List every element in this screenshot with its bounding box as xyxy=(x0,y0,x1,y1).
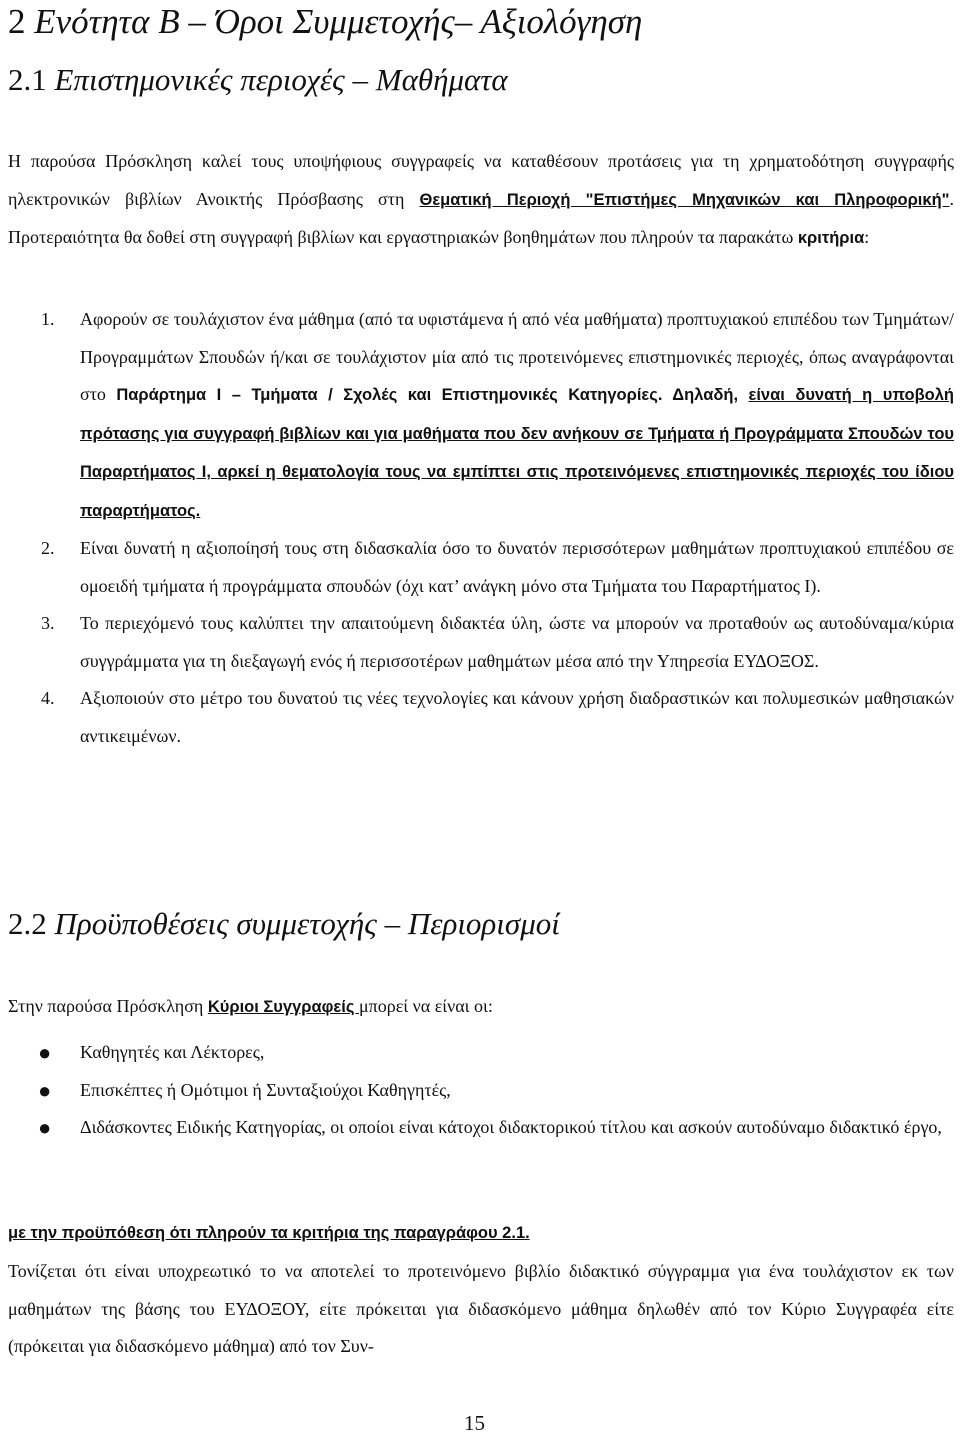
criterion-emphasis: είναι δυνατή η υποβολή πρότασης για συγγραφή βιβλίων και για μαθήματα που δεν ανήκουν σε Τμήματα ή Προγράμματα Σπουδών του Παραρτήματος Ι, αρκεί η θεματολογία τους να εμπίπτει στις προτεινόμενες επιστημονικές περιοχές του ίδιου παραρτήματος. xyxy=(80,386,954,520)
author-item xyxy=(8,1072,954,1110)
criterion-text: Το περιεχόμενό τους καλύπτει την απαιτούμενη διδακτέα ύλη, ώστε να μπορούν να προταθούν ως αυτοδύναμα/κύρια συγγράμματα για τη διεξαγωγή ενός ή περισσοτέρων μαθημάτων μέσα από την Υπηρεσία ΕΥΔΟΞΟΣ. xyxy=(80,613,954,671)
bullet-icon: ● xyxy=(38,1040,52,1065)
subsection-title-2-1: Επιστημονικές περιοχές – Μαθήματα xyxy=(54,62,508,97)
criterion-text: Αφορούν σε τουλάχιστον ένα μάθημα (από τα υφιστάμενα ή από νέα μαθήματα) προπτυχιακού επιπέδου των Τμημάτων/ Προγραμμάτων Σπουδών ή/και σε τουλάχιστον μία από τις προτεινόμενες επιστημονικές περιοχές, όπως αναγράφονται στο xyxy=(80,309,954,404)
intro-text-2: . Προτεραιότητα θα δοθεί στη συγγραφή βιβλίων και εργαστηριακών βοηθημάτων που πληρούν τα παρακάτω xyxy=(8,188,954,247)
author-text: Διδάσκοντες Ειδικής Κατηγορίας, οι οποίοι είναι κάτοχοι διδακτορικού τίτλου και ασκούν αυτοδύναμο διδακτικό έργο, xyxy=(80,1117,942,1137)
main-authors-term: Κύριοι Συγγραφείς xyxy=(207,998,359,1016)
condition-paragraph xyxy=(8,1214,954,1253)
bullet-icon: ● xyxy=(38,1077,52,1103)
namely-word: Δηλαδή, xyxy=(662,386,749,404)
authors-list xyxy=(8,1034,954,1147)
criterion-item xyxy=(8,301,954,530)
criterion-marker: 3. xyxy=(41,613,55,633)
section-title: Ενότητα Β – Όροι Συμμετοχής– Αξιολόγηση xyxy=(34,2,643,41)
criterion-marker: 4. xyxy=(41,688,55,708)
author-item xyxy=(8,1109,954,1147)
subsection-number-2-2: 2.2 xyxy=(8,906,47,941)
criteria-list xyxy=(8,301,954,755)
bullet-icon: ● xyxy=(38,1115,52,1140)
intro-paragraph xyxy=(8,143,954,258)
subsection-heading-2-1 xyxy=(8,62,508,98)
authors-intro-text-1: Στην παρούσα Πρόσκληση xyxy=(8,996,208,1016)
section-number: 2 xyxy=(8,2,26,41)
criterion-item xyxy=(8,605,954,680)
criterion-marker: 1. xyxy=(41,309,55,329)
subsection-heading-2-2 xyxy=(8,906,560,942)
criterion-item xyxy=(8,530,954,605)
author-text: Επισκέπτες ή Ομότιμοι ή Συνταξιούχοι Καθηγητές, xyxy=(80,1079,451,1100)
thematic-area: Θεματική Περιοχή "Επιστήμες Μηχανικών και Πληροφορική" xyxy=(419,190,950,209)
author-text: Καθηγητές και Λέκτορες, xyxy=(80,1042,265,1062)
page-number: 15 xyxy=(464,1411,485,1435)
criterion-item xyxy=(8,680,954,755)
authors-intro-paragraph xyxy=(8,988,954,1027)
annex-reference: Παράρτημα Ι – Τμήματα / Σχολές και Επιστημονικές Κατηγορίες. xyxy=(116,386,663,404)
emphasis-text: Τονίζεται ότι είναι υποχρεωτικό το να αποτελεί το προτεινόμενο βιβλίο διδακτικό σύγγραμμα για ένα τουλάχιστον εκ των μαθημάτων της βάσης του ΕΥΔΟΞΟΥ, είτε πρόκειται για διδασκόμενο μάθημα δηλωθέν από τον Κύριο Συγγραφέα είτε (πρόκειται για διδασκόμενο μάθημα) από τον Συν- xyxy=(8,1261,954,1356)
condition-text: με την προϋπόθεση ότι πληρούν τα κριτήρια της παραγράφου 2.1. xyxy=(8,1224,530,1242)
criteria-word: κριτήρια xyxy=(797,229,865,247)
section-heading xyxy=(8,2,642,42)
emphasis-paragraph xyxy=(8,1253,954,1366)
subsection-title-2-2: Προϋποθέσεις συμμετοχής – Περιορισμοί xyxy=(54,906,560,941)
author-item xyxy=(8,1034,954,1072)
criterion-text: Αξιοποιούν στο μέτρο του δυνατού τις νέες τεχνολογίες και κάνουν χρήση διαδραστικών και πολυμεσικών μαθησιακών αντικειμένων. xyxy=(80,688,954,746)
authors-intro-text-2: μπορεί να είναι οι: xyxy=(359,996,493,1016)
subsection-number-2-1: 2.1 xyxy=(8,62,47,97)
criterion-text: Είναι δυνατή η αξιοποίησή τους στη διδασκαλία όσο το δυνατόν περισσότερων μαθημάτων προπτυχιακού επιπέδου σε ομοειδή τμήματα ή προγράμματα σπουδών (όχι κατ’ ανάγκη μόνο στα Τμήματα του Παραρτήματος Ι). xyxy=(80,538,954,596)
intro-text-3: : xyxy=(864,227,870,247)
criterion-marker: 2. xyxy=(41,538,55,558)
intro-text-1: Η παρούσα Πρόσκληση καλεί τους υποψήφιους συγγραφείς να καταθέσουν προτάσεις για τη χρηματοδότηση συγγραφής ηλεκτρονικών βιβλίων Ανοικτής Πρόσβασης στη xyxy=(8,151,954,209)
